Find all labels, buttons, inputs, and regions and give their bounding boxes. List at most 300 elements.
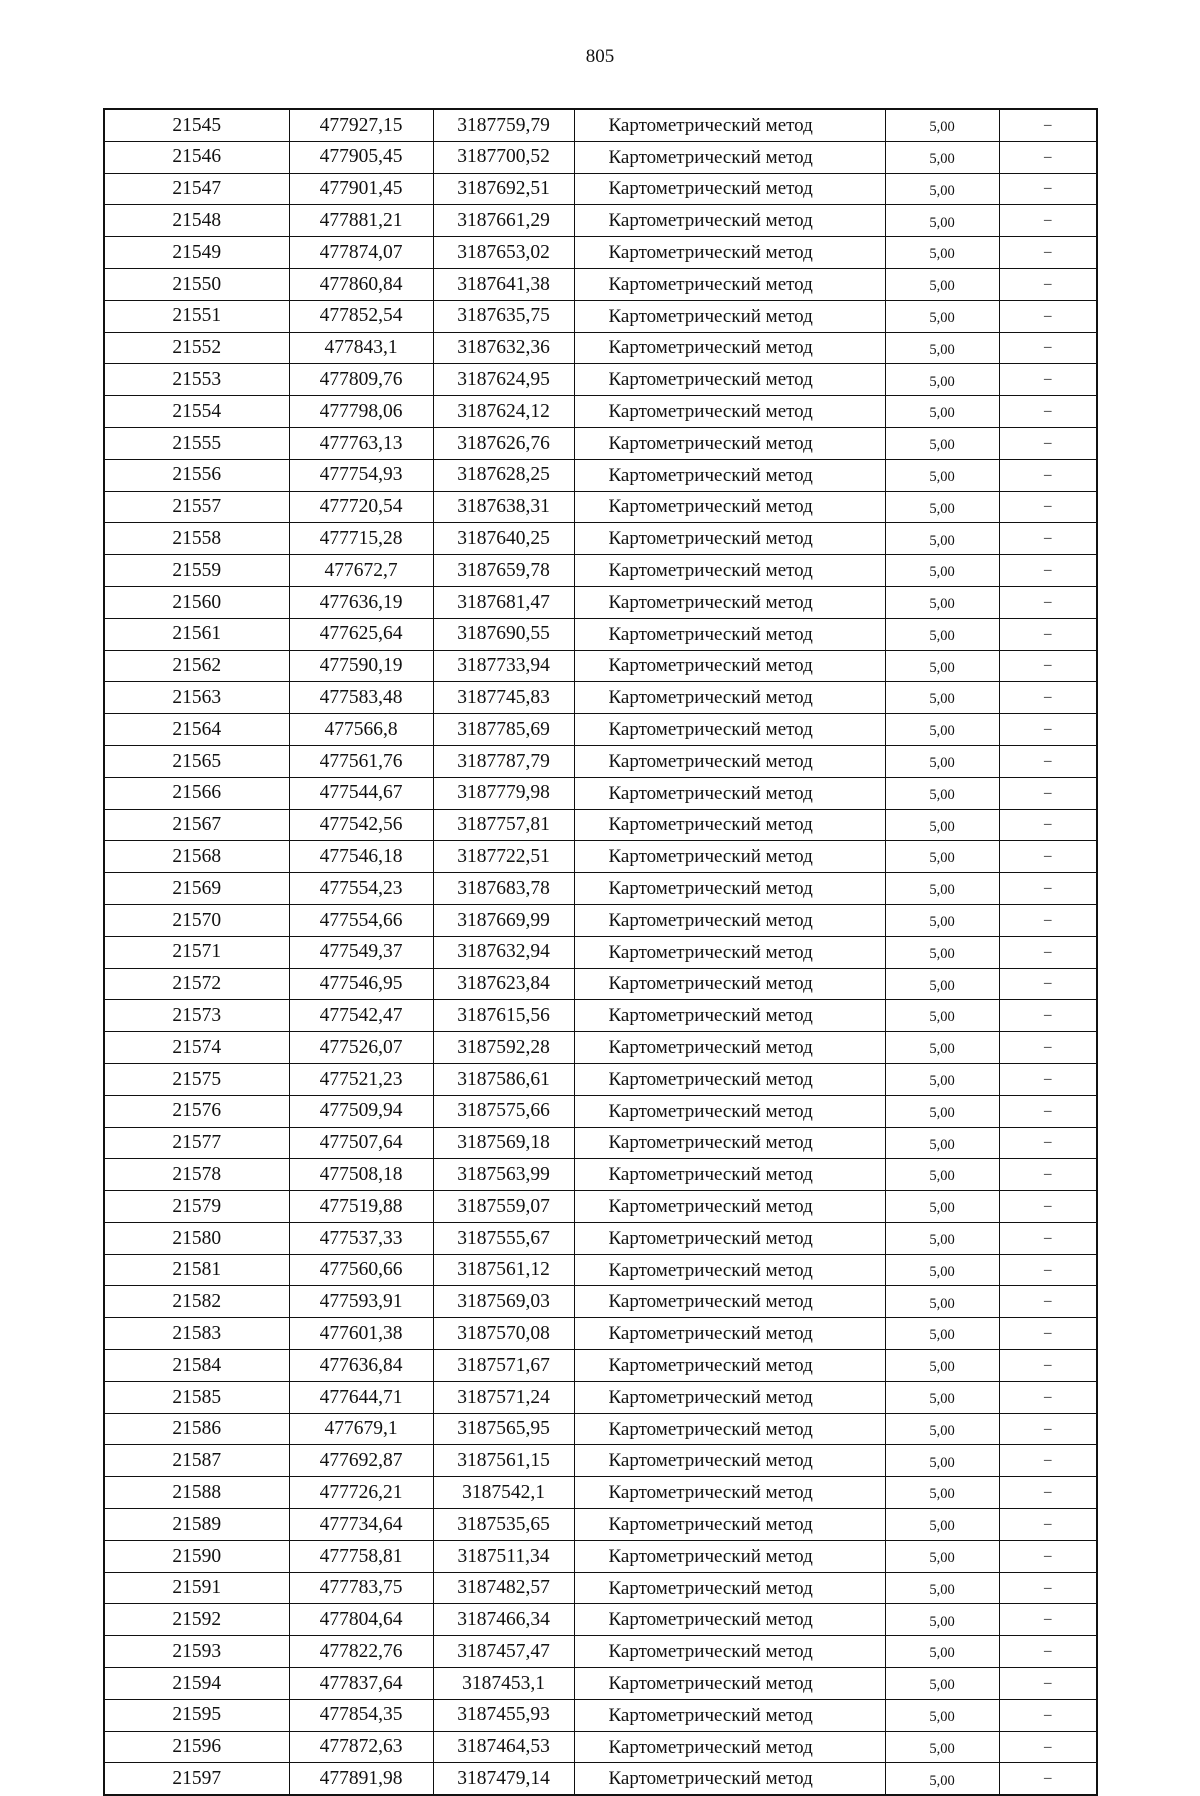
point-number-cell: 21593	[104, 1636, 289, 1668]
x-coordinate-cell: 477593,91	[289, 1286, 433, 1318]
error-cell: 5,00	[885, 1731, 999, 1763]
error-cell: 5,00	[885, 1063, 999, 1095]
y-coordinate-cell: 3187575,66	[433, 1095, 574, 1127]
y-coordinate-cell: 3187479,14	[433, 1763, 574, 1795]
y-coordinate-cell: 3187785,69	[433, 714, 574, 746]
x-coordinate-cell: 477843,1	[289, 332, 433, 364]
method-cell: Картометрический метод	[574, 1668, 885, 1700]
method-cell: Картометрический метод	[574, 1095, 885, 1127]
y-coordinate-cell: 3187511,34	[433, 1540, 574, 1572]
table-row	[104, 745, 1097, 777]
x-coordinate-cell: 477526,07	[289, 1032, 433, 1064]
method-cell: Картометрический метод	[574, 1254, 885, 1286]
method-cell: Картометрический метод	[574, 1063, 885, 1095]
error-cell: 5,00	[885, 1381, 999, 1413]
point-number-cell: 21591	[104, 1572, 289, 1604]
x-coordinate-cell: 477905,45	[289, 141, 433, 173]
point-number-cell: 21574	[104, 1032, 289, 1064]
table-row	[104, 1159, 1097, 1191]
coordinates-table	[103, 108, 1098, 1796]
note-cell: –	[999, 1286, 1097, 1318]
point-number-cell: 21576	[104, 1095, 289, 1127]
x-coordinate-cell: 477509,94	[289, 1095, 433, 1127]
error-cell: 5,00	[885, 109, 999, 141]
error-cell: 5,00	[885, 873, 999, 905]
x-coordinate-cell: 477601,38	[289, 1318, 433, 1350]
point-number-cell: 21587	[104, 1445, 289, 1477]
error-cell: 5,00	[885, 427, 999, 459]
error-cell: 5,00	[885, 1159, 999, 1191]
method-cell: Картометрический метод	[574, 1699, 885, 1731]
point-number-cell: 21563	[104, 682, 289, 714]
method-cell: Картометрический метод	[574, 1572, 885, 1604]
point-number-cell: 21597	[104, 1763, 289, 1795]
table-row	[104, 268, 1097, 300]
table-row	[104, 109, 1097, 141]
table-row	[104, 1636, 1097, 1668]
table-row	[104, 1763, 1097, 1795]
error-cell: 5,00	[885, 1636, 999, 1668]
method-cell: Картометрический метод	[574, 777, 885, 809]
table-row	[104, 809, 1097, 841]
table-row	[104, 873, 1097, 905]
point-number-cell: 21578	[104, 1159, 289, 1191]
error-cell: 5,00	[885, 809, 999, 841]
table-row	[104, 141, 1097, 173]
method-cell: Картометрический метод	[574, 1350, 885, 1382]
error-cell: 5,00	[885, 237, 999, 269]
y-coordinate-cell: 3187745,83	[433, 682, 574, 714]
note-cell: –	[999, 873, 1097, 905]
table-row	[104, 1127, 1097, 1159]
x-coordinate-cell: 477854,35	[289, 1699, 433, 1731]
table-row	[104, 396, 1097, 428]
y-coordinate-cell: 3187779,98	[433, 777, 574, 809]
x-coordinate-cell: 477852,54	[289, 300, 433, 332]
method-cell: Картометрический метод	[574, 873, 885, 905]
y-coordinate-cell: 3187757,81	[433, 809, 574, 841]
method-cell: Картометрический метод	[574, 682, 885, 714]
note-cell: –	[999, 1000, 1097, 1032]
point-number-cell: 21568	[104, 841, 289, 873]
x-coordinate-cell: 477561,76	[289, 745, 433, 777]
method-cell: Картометрический метод	[574, 1477, 885, 1509]
note-cell: –	[999, 364, 1097, 396]
x-coordinate-cell: 477554,66	[289, 904, 433, 936]
y-coordinate-cell: 3187692,51	[433, 173, 574, 205]
point-number-cell: 21570	[104, 904, 289, 936]
point-number-cell: 21592	[104, 1604, 289, 1636]
point-number-cell: 21552	[104, 332, 289, 364]
table-row	[104, 1254, 1097, 1286]
table-row	[104, 777, 1097, 809]
point-number-cell: 21577	[104, 1127, 289, 1159]
table-row	[104, 1540, 1097, 1572]
y-coordinate-cell: 3187559,07	[433, 1191, 574, 1223]
table-row	[104, 1572, 1097, 1604]
error-cell: 5,00	[885, 968, 999, 1000]
table-row	[104, 237, 1097, 269]
x-coordinate-cell: 477519,88	[289, 1191, 433, 1223]
note-cell: –	[999, 1731, 1097, 1763]
error-cell: 5,00	[885, 936, 999, 968]
table-row	[104, 841, 1097, 873]
table-row	[104, 1445, 1097, 1477]
point-number-cell: 21566	[104, 777, 289, 809]
table-row	[104, 1286, 1097, 1318]
note-cell: –	[999, 173, 1097, 205]
y-coordinate-cell: 3187624,95	[433, 364, 574, 396]
table-row	[104, 586, 1097, 618]
y-coordinate-cell: 3187628,25	[433, 459, 574, 491]
error-cell: 5,00	[885, 1668, 999, 1700]
error-cell: 5,00	[885, 300, 999, 332]
error-cell: 5,00	[885, 1509, 999, 1541]
x-coordinate-cell: 477783,75	[289, 1572, 433, 1604]
note-cell: –	[999, 205, 1097, 237]
x-coordinate-cell: 477554,23	[289, 873, 433, 905]
point-number-cell: 21560	[104, 586, 289, 618]
error-cell: 5,00	[885, 1318, 999, 1350]
y-coordinate-cell: 3187571,24	[433, 1381, 574, 1413]
method-cell: Картометрический метод	[574, 1445, 885, 1477]
method-cell: Картометрический метод	[574, 459, 885, 491]
method-cell: Картометрический метод	[574, 491, 885, 523]
y-coordinate-cell: 3187733,94	[433, 650, 574, 682]
method-cell: Картометрический метод	[574, 1000, 885, 1032]
point-number-cell: 21562	[104, 650, 289, 682]
method-cell: Картометрический метод	[574, 1509, 885, 1541]
x-coordinate-cell: 477804,64	[289, 1604, 433, 1636]
table-row	[104, 173, 1097, 205]
table-row	[104, 1477, 1097, 1509]
note-cell: –	[999, 1572, 1097, 1604]
note-cell: –	[999, 1095, 1097, 1127]
error-cell: 5,00	[885, 1604, 999, 1636]
table-row	[104, 1000, 1097, 1032]
point-number-cell: 21584	[104, 1350, 289, 1382]
error-cell: 5,00	[885, 618, 999, 650]
x-coordinate-cell: 477901,45	[289, 173, 433, 205]
y-coordinate-cell: 3187565,95	[433, 1413, 574, 1445]
page-number: 805	[585, 46, 615, 67]
method-cell: Картометрический метод	[574, 1763, 885, 1795]
point-number-cell: 21586	[104, 1413, 289, 1445]
x-coordinate-cell: 477583,48	[289, 682, 433, 714]
note-cell: –	[999, 1381, 1097, 1413]
error-cell: 5,00	[885, 1286, 999, 1318]
error-cell: 5,00	[885, 1222, 999, 1254]
x-coordinate-cell: 477625,64	[289, 618, 433, 650]
method-cell: Картометрический метод	[574, 1286, 885, 1318]
y-coordinate-cell: 3187626,76	[433, 427, 574, 459]
table-row	[104, 968, 1097, 1000]
y-coordinate-cell: 3187466,34	[433, 1604, 574, 1636]
point-number-cell: 21589	[104, 1509, 289, 1541]
y-coordinate-cell: 3187569,18	[433, 1127, 574, 1159]
x-coordinate-cell: 477758,81	[289, 1540, 433, 1572]
error-cell: 5,00	[885, 523, 999, 555]
point-number-cell: 21561	[104, 618, 289, 650]
note-cell: –	[999, 1699, 1097, 1731]
table-row	[104, 1699, 1097, 1731]
table-row	[104, 1318, 1097, 1350]
table-row	[104, 555, 1097, 587]
y-coordinate-cell: 3187700,52	[433, 141, 574, 173]
error-cell: 5,00	[885, 555, 999, 587]
point-number-cell: 21581	[104, 1254, 289, 1286]
point-number-cell: 21551	[104, 300, 289, 332]
note-cell: –	[999, 491, 1097, 523]
x-coordinate-cell: 477508,18	[289, 1159, 433, 1191]
note-cell: –	[999, 1763, 1097, 1795]
error-cell: 5,00	[885, 1413, 999, 1445]
note-cell: –	[999, 618, 1097, 650]
note-cell: –	[999, 1350, 1097, 1382]
note-cell: –	[999, 650, 1097, 682]
point-number-cell: 21556	[104, 459, 289, 491]
table-row	[104, 650, 1097, 682]
point-number-cell: 21565	[104, 745, 289, 777]
note-cell: –	[999, 682, 1097, 714]
point-number-cell: 21549	[104, 237, 289, 269]
note-cell: –	[999, 300, 1097, 332]
error-cell: 5,00	[885, 1095, 999, 1127]
point-number-cell: 21572	[104, 968, 289, 1000]
note-cell: –	[999, 1127, 1097, 1159]
method-cell: Картометрический метод	[574, 1413, 885, 1445]
error-cell: 5,00	[885, 841, 999, 873]
point-number-cell: 21573	[104, 1000, 289, 1032]
error-cell: 5,00	[885, 364, 999, 396]
note-cell: –	[999, 1540, 1097, 1572]
table-row	[104, 904, 1097, 936]
error-cell: 5,00	[885, 332, 999, 364]
error-cell: 5,00	[885, 1477, 999, 1509]
x-coordinate-cell: 477726,21	[289, 1477, 433, 1509]
point-number-cell: 21575	[104, 1063, 289, 1095]
point-number-cell: 21545	[104, 109, 289, 141]
table-row	[104, 682, 1097, 714]
x-coordinate-cell: 477822,76	[289, 1636, 433, 1668]
method-cell: Картометрический метод	[574, 173, 885, 205]
x-coordinate-cell: 477542,47	[289, 1000, 433, 1032]
method-cell: Картометрический метод	[574, 618, 885, 650]
table-row	[104, 491, 1097, 523]
point-number-cell: 21596	[104, 1731, 289, 1763]
x-coordinate-cell: 477521,23	[289, 1063, 433, 1095]
x-coordinate-cell: 477549,37	[289, 936, 433, 968]
point-number-cell: 21567	[104, 809, 289, 841]
note-cell: –	[999, 714, 1097, 746]
note-cell: –	[999, 809, 1097, 841]
error-cell: 5,00	[885, 268, 999, 300]
y-coordinate-cell: 3187569,03	[433, 1286, 574, 1318]
point-number-cell: 21588	[104, 1477, 289, 1509]
table-row	[104, 459, 1097, 491]
y-coordinate-cell: 3187635,75	[433, 300, 574, 332]
y-coordinate-cell: 3187659,78	[433, 555, 574, 587]
note-cell: –	[999, 396, 1097, 428]
table-body	[104, 109, 1097, 1795]
x-coordinate-cell: 477644,71	[289, 1381, 433, 1413]
method-cell: Картометрический метод	[574, 1604, 885, 1636]
table-row	[104, 618, 1097, 650]
method-cell: Картометрический метод	[574, 714, 885, 746]
note-cell: –	[999, 555, 1097, 587]
error-cell: 5,00	[885, 1763, 999, 1795]
method-cell: Картометрический метод	[574, 268, 885, 300]
x-coordinate-cell: 477798,06	[289, 396, 433, 428]
note-cell: –	[999, 268, 1097, 300]
note-cell: –	[999, 1063, 1097, 1095]
y-coordinate-cell: 3187464,53	[433, 1731, 574, 1763]
method-cell: Картометрический метод	[574, 1381, 885, 1413]
point-number-cell: 21559	[104, 555, 289, 587]
note-cell: –	[999, 968, 1097, 1000]
error-cell: 5,00	[885, 396, 999, 428]
method-cell: Картометрический метод	[574, 1032, 885, 1064]
x-coordinate-cell: 477809,76	[289, 364, 433, 396]
table-row	[104, 1668, 1097, 1700]
point-number-cell: 21555	[104, 427, 289, 459]
y-coordinate-cell: 3187632,94	[433, 936, 574, 968]
x-coordinate-cell: 477566,8	[289, 714, 433, 746]
error-cell: 5,00	[885, 1540, 999, 1572]
point-number-cell: 21569	[104, 873, 289, 905]
y-coordinate-cell: 3187690,55	[433, 618, 574, 650]
error-cell: 5,00	[885, 141, 999, 173]
method-cell: Картометрический метод	[574, 1159, 885, 1191]
x-coordinate-cell: 477891,98	[289, 1763, 433, 1795]
x-coordinate-cell: 477715,28	[289, 523, 433, 555]
y-coordinate-cell: 3187669,99	[433, 904, 574, 936]
error-cell: 5,00	[885, 1032, 999, 1064]
y-coordinate-cell: 3187787,79	[433, 745, 574, 777]
x-coordinate-cell: 477537,33	[289, 1222, 433, 1254]
method-cell: Картометрический метод	[574, 1318, 885, 1350]
y-coordinate-cell: 3187586,61	[433, 1063, 574, 1095]
x-coordinate-cell: 477881,21	[289, 205, 433, 237]
point-number-cell: 21558	[104, 523, 289, 555]
note-cell: –	[999, 1509, 1097, 1541]
method-cell: Картометрический метод	[574, 332, 885, 364]
method-cell: Картометрический метод	[574, 968, 885, 1000]
point-number-cell: 21590	[104, 1540, 289, 1572]
method-cell: Картометрический метод	[574, 205, 885, 237]
error-cell: 5,00	[885, 745, 999, 777]
point-number-cell: 21583	[104, 1318, 289, 1350]
y-coordinate-cell: 3187561,15	[433, 1445, 574, 1477]
error-cell: 5,00	[885, 1445, 999, 1477]
note-cell: –	[999, 777, 1097, 809]
note-cell: –	[999, 1668, 1097, 1700]
point-number-cell: 21594	[104, 1668, 289, 1700]
method-cell: Картометрический метод	[574, 1222, 885, 1254]
table-row	[104, 300, 1097, 332]
error-cell: 5,00	[885, 205, 999, 237]
point-number-cell: 21550	[104, 268, 289, 300]
x-coordinate-cell: 477672,7	[289, 555, 433, 587]
note-cell: –	[999, 237, 1097, 269]
method-cell: Картометрический метод	[574, 1191, 885, 1223]
x-coordinate-cell: 477874,07	[289, 237, 433, 269]
error-cell: 5,00	[885, 1350, 999, 1382]
error-cell: 5,00	[885, 173, 999, 205]
note-cell: –	[999, 1191, 1097, 1223]
error-cell: 5,00	[885, 1254, 999, 1286]
note-cell: –	[999, 427, 1097, 459]
y-coordinate-cell: 3187641,38	[433, 268, 574, 300]
x-coordinate-cell: 477542,56	[289, 809, 433, 841]
point-number-cell: 21547	[104, 173, 289, 205]
y-coordinate-cell: 3187571,67	[433, 1350, 574, 1382]
method-cell: Картометрический метод	[574, 809, 885, 841]
method-cell: Картометрический метод	[574, 1540, 885, 1572]
note-cell: –	[999, 109, 1097, 141]
table-row	[104, 1731, 1097, 1763]
y-coordinate-cell: 3187638,31	[433, 491, 574, 523]
x-coordinate-cell: 477763,13	[289, 427, 433, 459]
method-cell: Картометрический метод	[574, 300, 885, 332]
method-cell: Картометрический метод	[574, 109, 885, 141]
note-cell: –	[999, 459, 1097, 491]
point-number-cell: 21579	[104, 1191, 289, 1223]
note-cell: –	[999, 904, 1097, 936]
y-coordinate-cell: 3187592,28	[433, 1032, 574, 1064]
method-cell: Картометрический метод	[574, 523, 885, 555]
error-cell: 5,00	[885, 1191, 999, 1223]
x-coordinate-cell: 477754,93	[289, 459, 433, 491]
y-coordinate-cell: 3187632,36	[433, 332, 574, 364]
table-row	[104, 1032, 1097, 1064]
table-row	[104, 1095, 1097, 1127]
x-coordinate-cell: 477544,67	[289, 777, 433, 809]
y-coordinate-cell: 3187563,99	[433, 1159, 574, 1191]
error-cell: 5,00	[885, 586, 999, 618]
note-cell: –	[999, 1032, 1097, 1064]
table-row	[104, 1413, 1097, 1445]
method-cell: Картометрический метод	[574, 396, 885, 428]
error-cell: 5,00	[885, 682, 999, 714]
x-coordinate-cell: 477636,84	[289, 1350, 433, 1382]
x-coordinate-cell: 477734,64	[289, 1509, 433, 1541]
point-number-cell: 21554	[104, 396, 289, 428]
table-row	[104, 1063, 1097, 1095]
y-coordinate-cell: 3187561,12	[433, 1254, 574, 1286]
y-coordinate-cell: 3187570,08	[433, 1318, 574, 1350]
table-row	[104, 1222, 1097, 1254]
error-cell: 5,00	[885, 491, 999, 523]
x-coordinate-cell: 477546,95	[289, 968, 433, 1000]
note-cell: –	[999, 523, 1097, 555]
note-cell: –	[999, 586, 1097, 618]
error-cell: 5,00	[885, 650, 999, 682]
x-coordinate-cell: 477636,19	[289, 586, 433, 618]
y-coordinate-cell: 3187455,93	[433, 1699, 574, 1731]
point-number-cell: 21595	[104, 1699, 289, 1731]
table-row	[104, 523, 1097, 555]
table-row	[104, 1604, 1097, 1636]
y-coordinate-cell: 3187681,47	[433, 586, 574, 618]
note-cell: –	[999, 1318, 1097, 1350]
table-row	[104, 714, 1097, 746]
error-cell: 5,00	[885, 904, 999, 936]
x-coordinate-cell: 477679,1	[289, 1413, 433, 1445]
y-coordinate-cell: 3187624,12	[433, 396, 574, 428]
x-coordinate-cell: 477872,63	[289, 1731, 433, 1763]
method-cell: Картометрический метод	[574, 904, 885, 936]
